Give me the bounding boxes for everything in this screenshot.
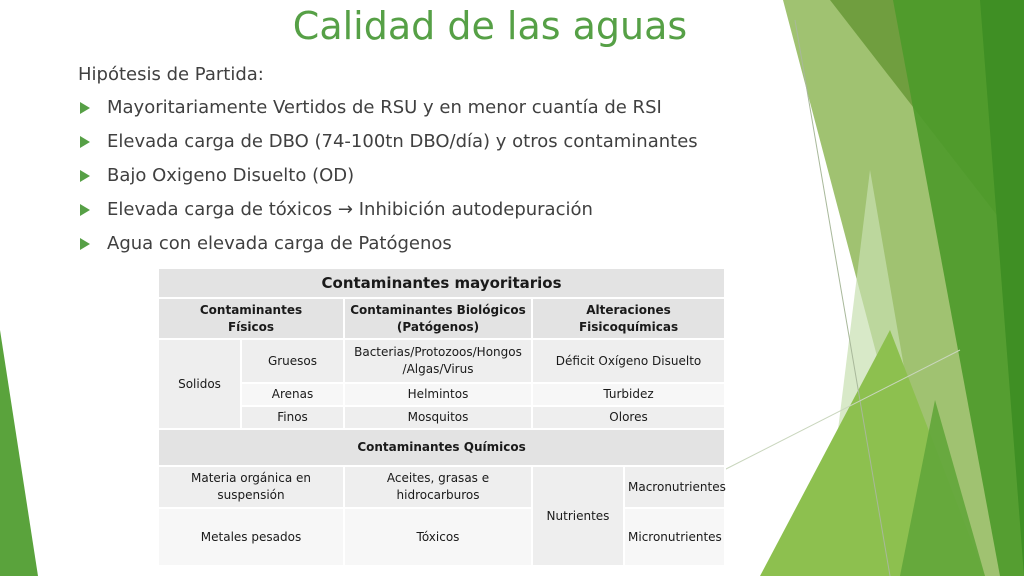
table-cell: Materia orgánica en suspensión: [158, 466, 344, 508]
bullet-text-part1: Elevada carga de tóxicos: [107, 199, 338, 220]
right-arrow-icon: →: [337, 199, 353, 220]
table-cell: Turbidez: [532, 383, 725, 406]
bullet-arrow-icon: [80, 238, 90, 250]
bullet-item: Bajo Oxigeno Disuelto (OD): [78, 164, 698, 198]
bullet-item: Mayoritariamente Vertidos de RSU y en menor cuantía de RSI: [78, 96, 698, 130]
slide-title: Calidad de las aguas: [292, 4, 688, 48]
bullet-arrow-icon: [80, 102, 90, 114]
table-cell: Déficit Oxígeno Disuelto: [532, 339, 725, 383]
table-cell: Helmintos: [344, 383, 532, 406]
table-cell: Micronutrientes: [624, 508, 725, 566]
contaminants-table: [157, 267, 726, 567]
table-cell: Macronutrientes: [624, 466, 725, 508]
quimicos-header: Contaminantes Químicos: [158, 429, 725, 466]
table-cell: Mosquitos: [344, 406, 532, 429]
bullet-item: [78, 198, 698, 232]
bullet-item: Agua con elevada carga de Patógenos: [78, 232, 698, 266]
col-header-fisicoquimicas: Alteraciones Fisicoquímicas: [532, 298, 725, 339]
bullet-list: [78, 96, 698, 266]
table-cell: Metales pesados: [158, 508, 344, 566]
table-header-row: [158, 298, 725, 339]
solidos-cell: Solidos: [158, 339, 241, 429]
table-row: [158, 466, 725, 508]
col-header-biologicos: Contaminantes Biológicos (Patógenos): [344, 298, 532, 339]
table-cell: Tóxicos: [344, 508, 532, 566]
table-cell: Arenas: [241, 383, 344, 406]
table-cell: Gruesos: [241, 339, 344, 383]
bullet-arrow-icon: [80, 204, 90, 216]
subtitle: Hipótesis de Partida:: [78, 64, 264, 85]
table-cell: Bacterias/Protozoos/Hongos /Algas/Virus: [344, 339, 532, 383]
bullet-arrow-icon: [80, 170, 90, 182]
bullet-item: Elevada carga de DBO (74-100tn DBO/día) y otros contaminantes: [78, 130, 698, 164]
table-cell: Aceites, grasas e hidrocarburos: [344, 466, 532, 508]
table-cell: Finos: [241, 406, 344, 429]
table-title-row: [158, 268, 725, 298]
table-cell: Olores: [532, 406, 725, 429]
table-row: [158, 383, 725, 406]
col-header-fisicos: Contaminantes Físicos: [158, 298, 344, 339]
bullet-arrow-icon: [80, 136, 90, 148]
table-row: [158, 406, 725, 429]
table-row: [158, 508, 725, 566]
table-title: Contaminantes mayoritarios: [158, 268, 725, 298]
table-row: [158, 339, 725, 383]
bullet-text-part2: Inhibición autodepuración: [353, 199, 593, 220]
nutrientes-cell: Nutrientes: [532, 466, 624, 566]
quimicos-header-row: [158, 429, 725, 466]
